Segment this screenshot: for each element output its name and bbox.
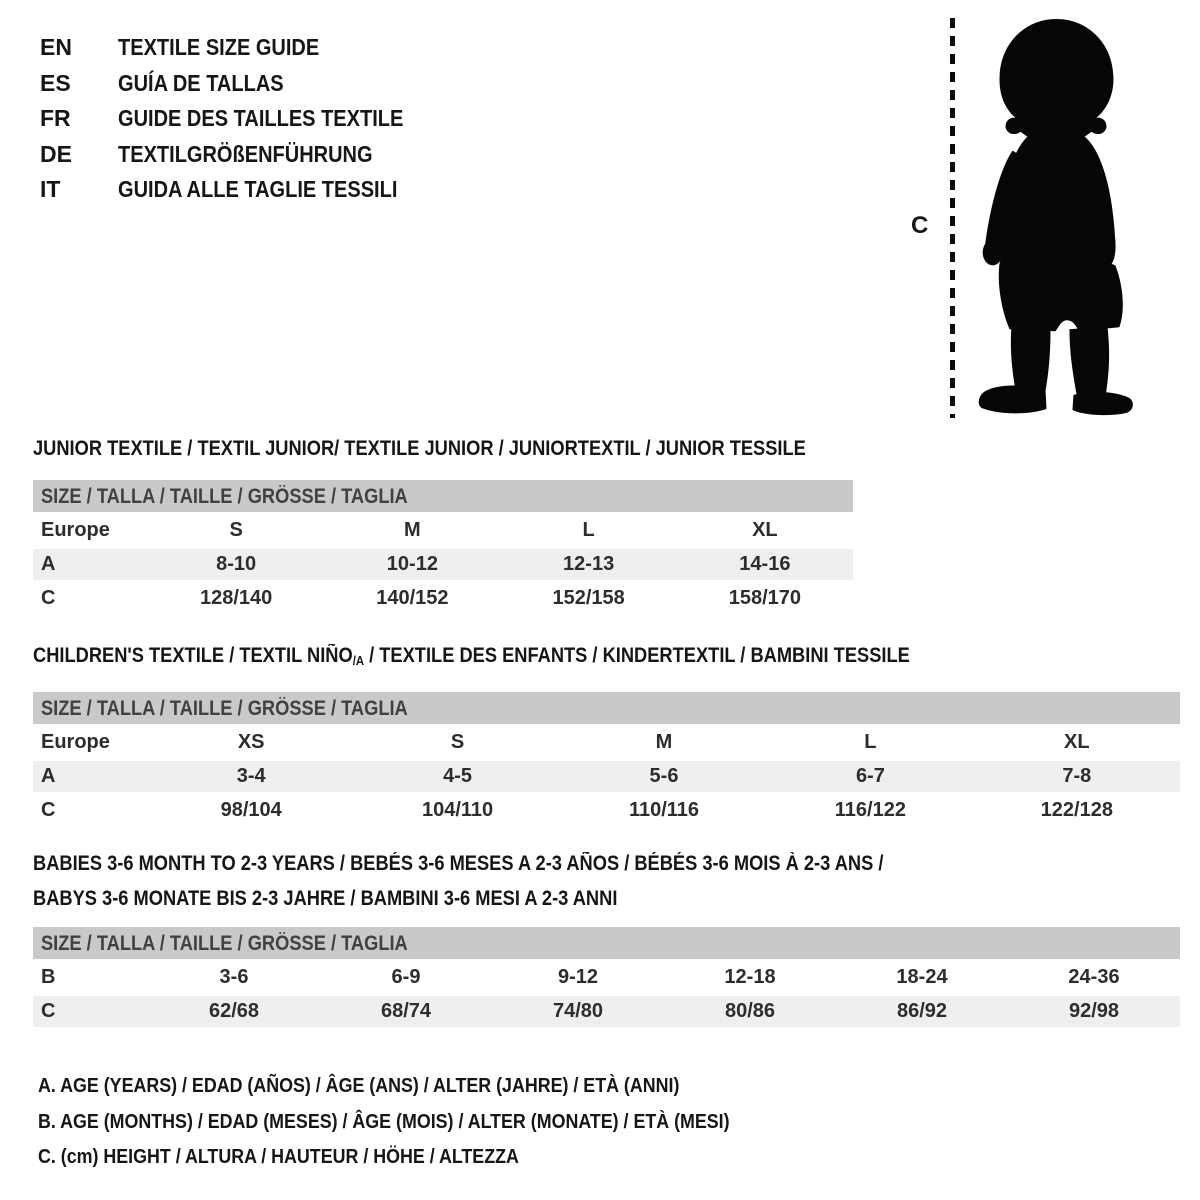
language-row [40, 137, 446, 173]
table-cell: 122/128 [1040, 798, 1113, 821]
table-cell: 140/152 [376, 587, 449, 609]
language-code: IT [40, 176, 61, 203]
children-textile-section [33, 644, 1180, 826]
babies-size-table [33, 962, 1180, 1027]
table-cell: M [404, 519, 421, 541]
table-cell: 80/86 [724, 1000, 776, 1022]
language-code: FR [40, 105, 71, 132]
junior-size-header-text: SIZE / TALLA / TAILLE / GRÖSSE / TAGLIA [41, 485, 408, 508]
measurement-legend [38, 1068, 833, 1175]
table-cell: 62/68 [208, 1000, 260, 1022]
table-row [33, 583, 853, 614]
table-cell: 12-18 [724, 966, 776, 988]
babies-size-header-text: SIZE / TALLA / TAILLE / GRÖSSE / TAGLIA [41, 932, 408, 955]
language-code: ES [40, 69, 71, 96]
table-cell: 9-12 [557, 966, 599, 988]
height-measure-dashed-line [950, 18, 955, 418]
language-guide-title: GUIDE DES TAILLES TEXTILE [118, 105, 404, 132]
table-row [33, 549, 853, 580]
table-cell: XS [237, 730, 265, 753]
table-cell: 12-13 [563, 553, 615, 575]
table-cell: 92/98 [1068, 1000, 1120, 1022]
table-cell: S [450, 730, 465, 753]
row-label: Europe [41, 519, 110, 541]
junior-section-title [33, 437, 853, 461]
language-title-list [40, 30, 446, 208]
babies-textile-section [33, 846, 1180, 1027]
junior-textile-section [33, 437, 853, 614]
language-guide-title: TEXTILE SIZE GUIDE [118, 34, 320, 61]
language-guide-title: GUIDA ALLE TAGLIE TESSILI [118, 176, 398, 203]
table-cell: 6-9 [391, 966, 421, 988]
height-measure-figure [903, 14, 1173, 428]
legend-line [38, 1139, 833, 1175]
table-cell: 116/122 [834, 798, 906, 821]
toddler-silhouette-icon [965, 16, 1143, 420]
table-row [33, 962, 1180, 993]
legend-line-text: C. (cm) HEIGHT / ALTURA / HAUTEUR / HÖHE / ALTEZZA [38, 1145, 519, 1168]
table-cell: 110/116 [628, 798, 700, 821]
row-label: Europe [41, 730, 110, 753]
junior-section-title-text: JUNIOR TEXTILE / TEXTIL JUNIOR/ TEXTILE JUNIOR / JUNIORTEXTIL / JUNIOR TESSILE [33, 437, 806, 460]
legend-line [38, 1104, 833, 1140]
legend-line-text: A. AGE (YEARS) / EDAD (AÑOS) / ÂGE (ANS) / ALTER (JAHRE) / ETÀ (ANNI) [38, 1074, 680, 1097]
table-cell: XL [752, 519, 778, 541]
table-cell: 24-36 [1068, 966, 1120, 988]
table-cell: 3-4 [236, 764, 266, 787]
table-cell: 5-6 [649, 764, 679, 787]
language-guide-title: GUÍA DE TALLAS [118, 69, 284, 96]
babies-size-header-bar [33, 927, 1180, 959]
table-cell: L [864, 730, 877, 753]
children-size-table [33, 727, 1180, 826]
row-label: B [41, 966, 56, 988]
legend-line-text: B. AGE (MONTHS) / EDAD (MESES) / ÂGE (MOIS) / ALTER (MONATE) / ETÀ (MESI) [38, 1109, 730, 1133]
table-cell: L [582, 519, 595, 541]
babies-section-title-line2: BABYS 3-6 MONATE BIS 2-3 JAHRE / BAMBINI 3-6 MESI A 2-3 ANNI [33, 887, 618, 910]
table-cell: S [229, 519, 243, 541]
table-cell: 68/74 [380, 1000, 432, 1022]
row-label: C [41, 1000, 56, 1022]
table-cell: 128/140 [199, 587, 273, 609]
junior-size-table [33, 515, 853, 614]
row-label: C [41, 798, 56, 821]
table-cell: 18-24 [896, 966, 948, 988]
babies-section-title-line1: BABIES 3-6 MONTH TO 2-3 YEARS / BEBÉS 3-6 MESES A 2-3 AÑOS / BÉBÉS 3-6 MOIS À 2-3 ANS / [33, 852, 884, 875]
table-row [33, 727, 1180, 758]
table-cell: XL [1064, 730, 1090, 753]
table-cell: 74/80 [552, 1000, 604, 1022]
table-cell: 8-10 [216, 553, 257, 575]
height-measure-label: C [911, 212, 929, 239]
language-code: EN [40, 34, 72, 61]
children-section-title-suffix: / TEXTILE DES ENFANTS / KINDERTEXTIL / BAMBINI TESSILE [364, 644, 910, 667]
table-row [33, 996, 1180, 1027]
table-row [33, 515, 853, 546]
language-row [40, 101, 446, 137]
junior-size-header-bar [33, 480, 853, 512]
table-cell: 4-5 [443, 764, 473, 787]
table-cell: 3-6 [219, 966, 249, 988]
row-label: A [41, 553, 56, 575]
children-section-title-prefix: CHILDREN'S TEXTILE / TEXTIL NIÑO [33, 644, 353, 667]
children-size-header-bar [33, 692, 1180, 724]
row-label: A [41, 764, 56, 787]
children-section-title [33, 644, 1180, 673]
table-cell: M [655, 730, 673, 753]
children-size-header-text: SIZE / TALLA / TAILLE / GRÖSSE / TAGLIA [41, 696, 408, 720]
language-guide-title: TEXTILGRÖßENFÜHRUNG [118, 140, 373, 167]
language-row [40, 172, 446, 208]
row-label: C [41, 587, 56, 609]
table-row [33, 795, 1180, 826]
table-cell: 158/170 [728, 587, 802, 609]
table-cell: 86/92 [896, 1000, 948, 1022]
children-section-title-subscript: /A [352, 652, 365, 668]
table-row [33, 761, 1180, 792]
language-row [40, 30, 446, 66]
table-cell: 152/158 [552, 587, 625, 609]
table-cell: 14-16 [739, 553, 791, 575]
language-row [40, 66, 446, 102]
table-cell: 7-8 [1062, 764, 1092, 787]
legend-line [38, 1068, 833, 1104]
table-cell: 98/104 [220, 798, 282, 821]
table-cell: 6-7 [855, 764, 885, 787]
language-code: DE [40, 140, 72, 167]
table-cell: 10-12 [386, 553, 438, 575]
table-cell: 104/110 [421, 798, 494, 821]
